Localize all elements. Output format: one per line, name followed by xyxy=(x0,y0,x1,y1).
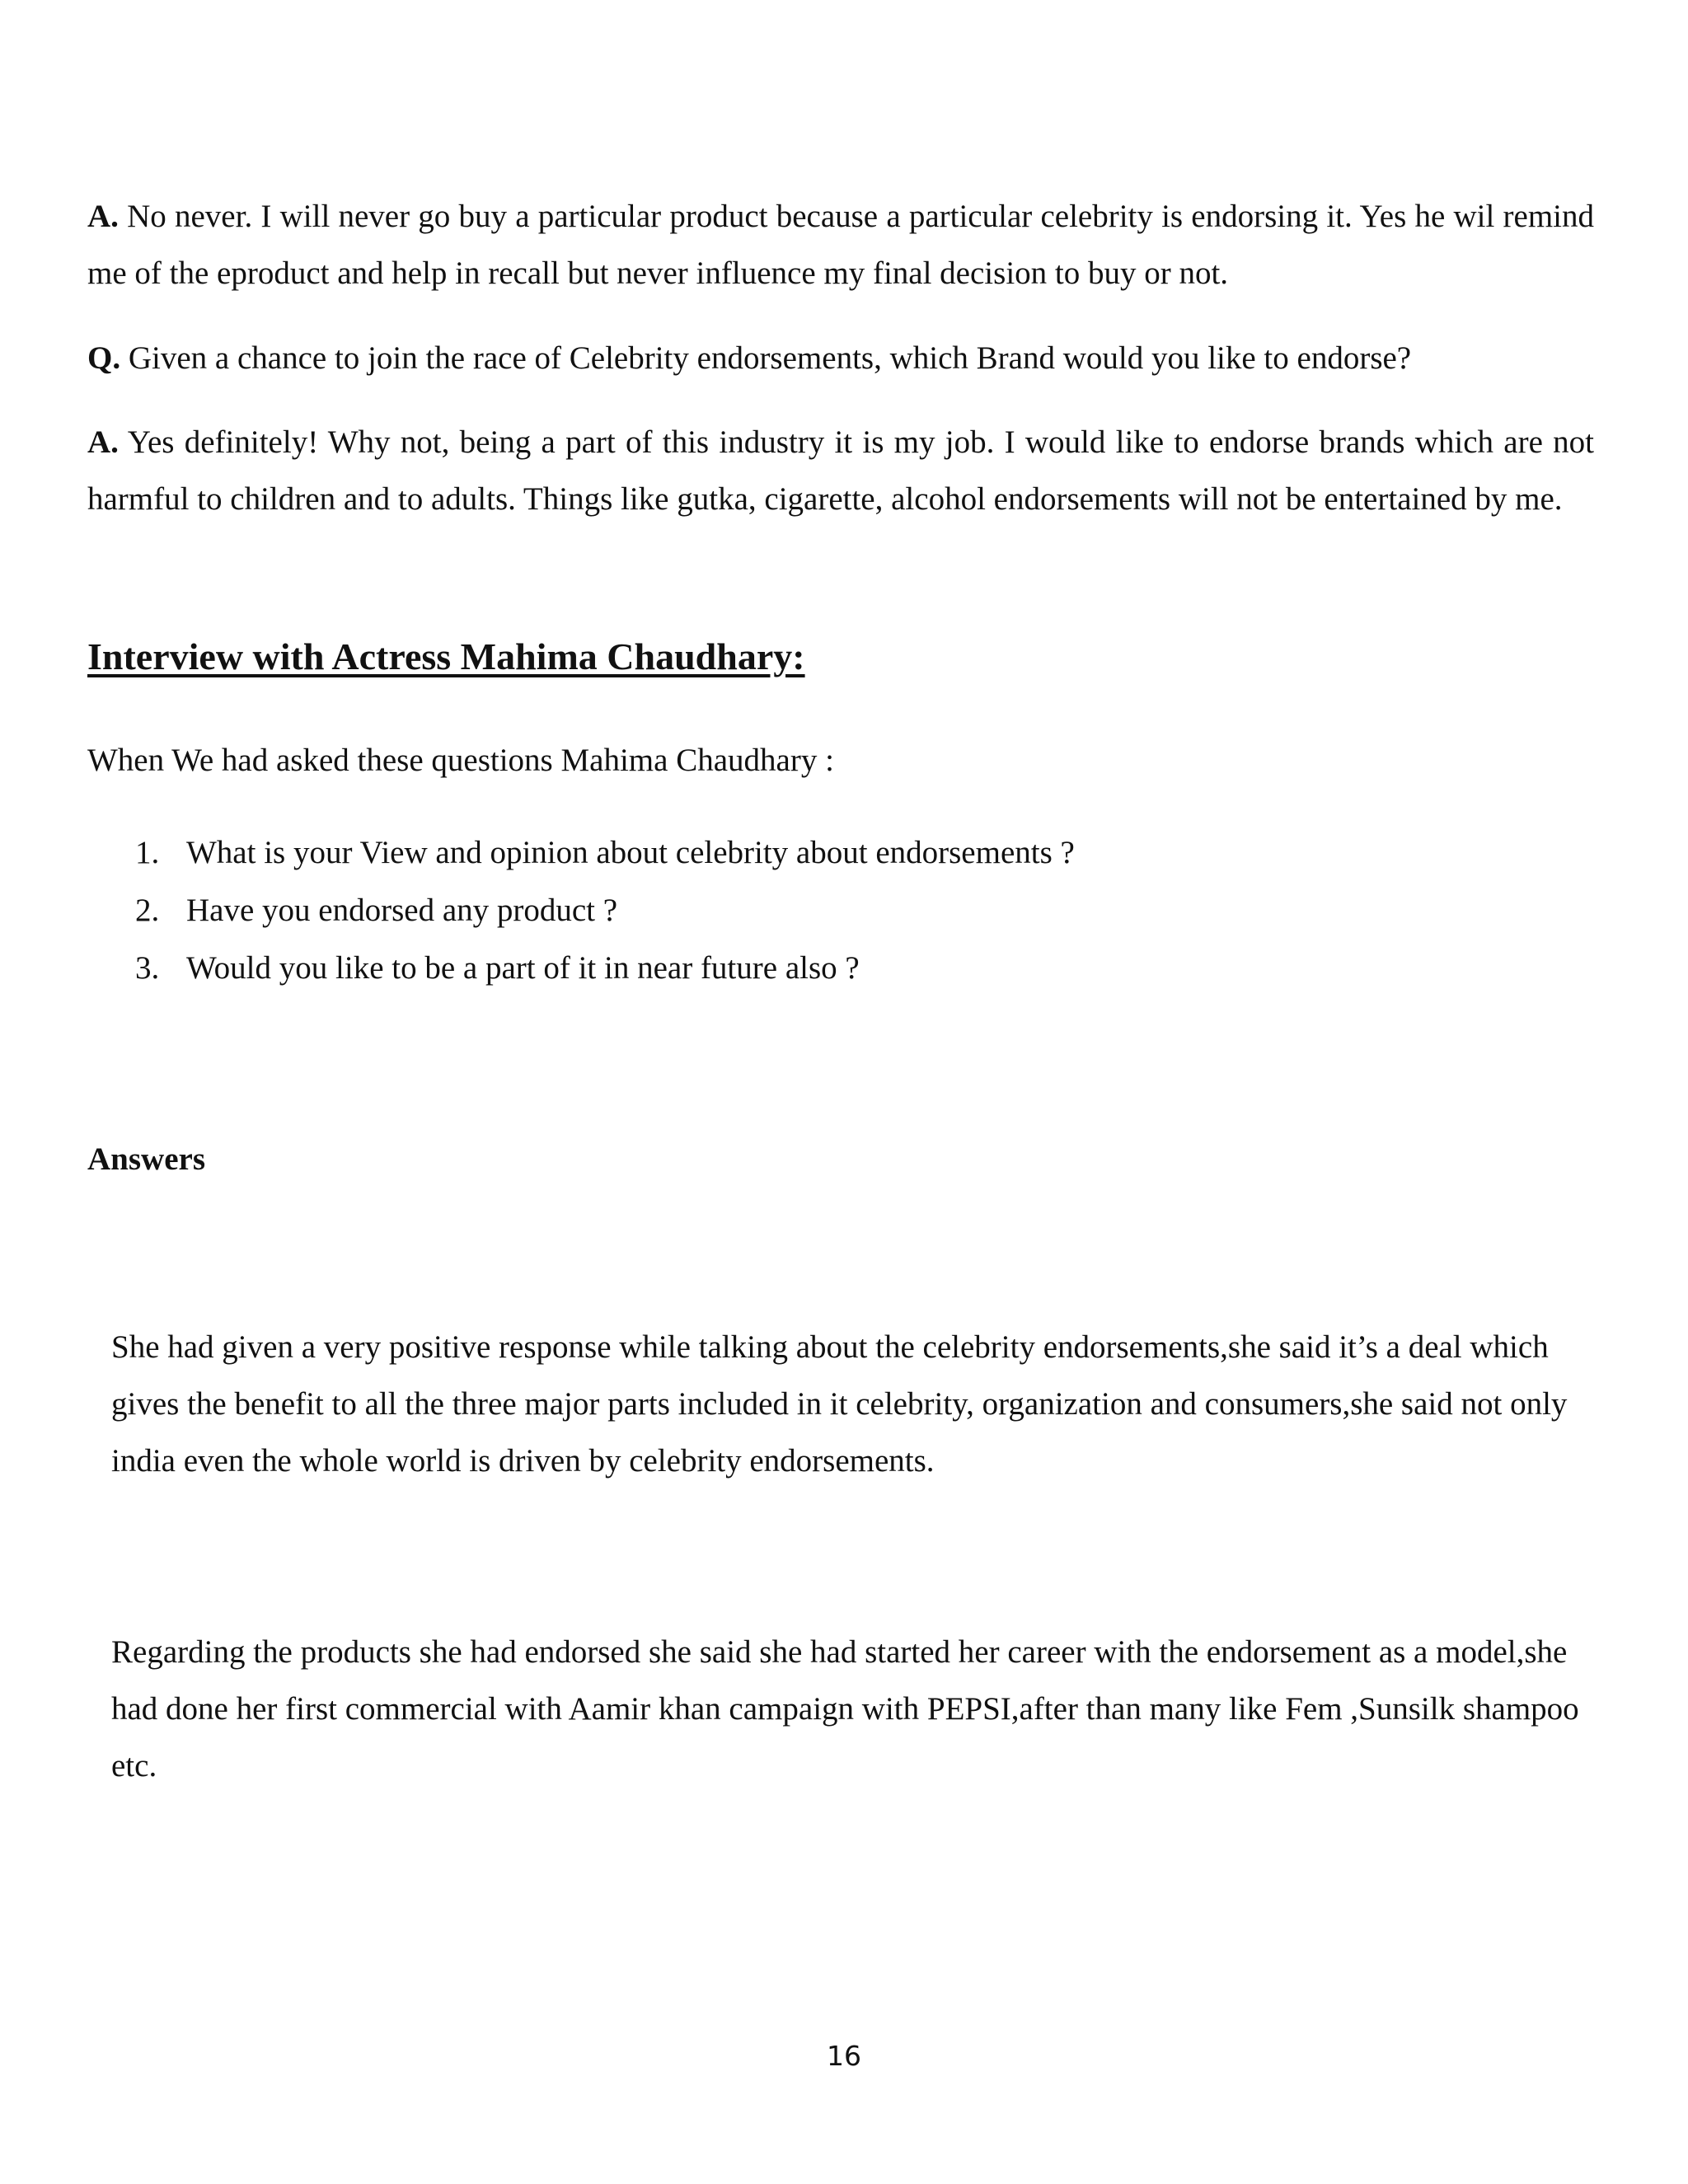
answer-body-1: She had given a very positive response while talking about the celebrity endorsements,she said it’s a deal which gives the benefit to all the three major parts included in it celebrity, organization and consumers,she said not only india even the whole world is driven by celebrity endorsements. xyxy=(111,1329,1568,1479)
section-heading: Interview with Actress Mahima Chaudhary: xyxy=(87,635,805,677)
answer-paragraph-2 xyxy=(87,414,1594,527)
question-number: 3. xyxy=(135,950,160,986)
answers-heading: Answers xyxy=(87,1141,205,1177)
answer-label: A. xyxy=(87,424,119,460)
question-text: Given a chance to join the race of Celebrity endorsements, which Brand would you like to endorse? xyxy=(120,340,1412,376)
question-number: 2. xyxy=(135,893,160,928)
answer-paragraph-1 xyxy=(87,188,1594,302)
question-item-text: Would you like to be a part of it in near future also ? xyxy=(186,950,860,986)
question-item-text: Have you endorsed any product ? xyxy=(186,893,618,928)
answer-label: A. xyxy=(87,199,119,234)
answer-text: No never. I will never go buy a particular product because a particular celebrity is endorsing it. Yes he wil remind me of the eproduct and help in recall but never influence my final decision to buy or not. xyxy=(87,199,1594,291)
question-number: 1. xyxy=(135,835,160,870)
page-number: 16 xyxy=(827,2040,861,2072)
question-label: Q. xyxy=(87,340,121,376)
question-item-text: What is your View and opinion about celebrity about endorsements ? xyxy=(186,835,1075,870)
question-paragraph xyxy=(87,330,1594,387)
answer-text: Yes definitely! Why not, being a part of this industry it is my job. I would like to endorse brands which are not harmful to children and to adults. Things like gutka, cigarette, alcohol endorsements will not be entertained by me. xyxy=(87,424,1594,517)
answer-body-2: Regarding the products she had endorsed she said she had started her career with the endorsement as a model,she had done her first commercial with Aamir khan campaign with PEPSI,after than many like Fem ,Sunsilk shampoo etc. xyxy=(111,1634,1579,1783)
intro-text: When We had asked these questions Mahima Chaudhary : xyxy=(87,743,834,778)
